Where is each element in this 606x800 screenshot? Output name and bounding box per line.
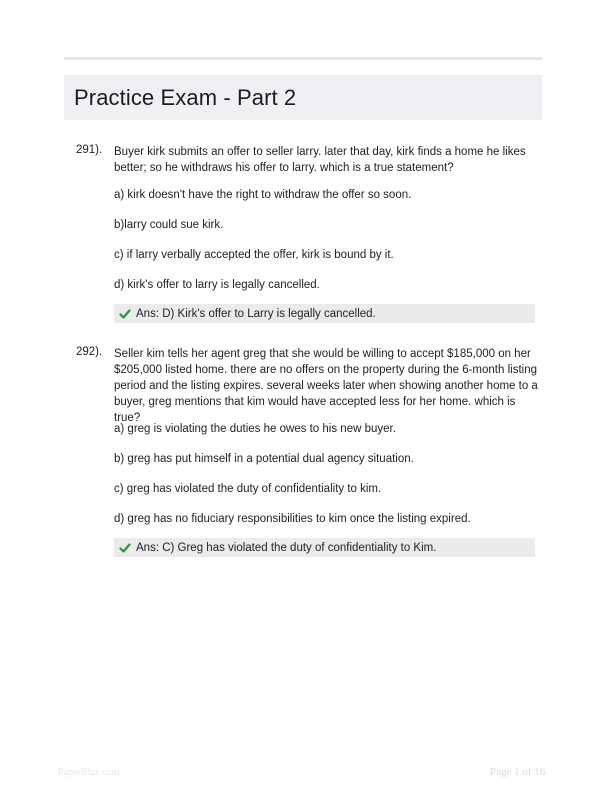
option-d: d) greg has no fiduciary responsibilities to kim once the listing expired.: [114, 513, 471, 525]
check-icon: [119, 542, 131, 554]
option-b: b) greg has put himself in a potential dual agency situation.: [114, 453, 414, 465]
question-text: Seller kim tells her agent greg that she would be willing to accept $185,000 on her $205,000 listed home. there are no offers on the property during the 6-month listing period and the listing expires. several weeks later when showing another home to a buyer, greg mentions that kim would have accepted less for her home. which is true?: [114, 348, 538, 424]
footer-site-watermark: PaperBlue.com: [58, 767, 120, 778]
check-icon: [119, 308, 131, 320]
question-number: 292).: [76, 346, 103, 358]
answer-box: [114, 304, 535, 323]
option-b: b)larry could sue kirk.: [114, 219, 224, 231]
question-number: 291).: [76, 144, 103, 156]
footer-page-number: Page 1 of 16: [490, 766, 546, 778]
option-a: a) greg is violating the duties he owes to his new buyer.: [114, 423, 396, 435]
top-divider: [64, 57, 542, 60]
option-c: c) greg has violated the duty of confidentiality to kim.: [114, 483, 382, 495]
answer-text: Ans: C) Greg has violated the duty of confidentiality to Kim.: [136, 541, 437, 554]
question-text: Buyer kirk submits an offer to seller larry. later that day, kirk finds a home he likes better; so he withdraws his offer to larry. which is a true statement?: [114, 146, 526, 174]
page-title: Practice Exam - Part 2: [74, 84, 297, 110]
option-d: d) kirk's offer to larry is legally cancelled.: [114, 279, 320, 291]
option-c: c) if larry verbally accepted the offer, kirk is bound by it.: [114, 249, 394, 261]
option-a: a) kirk doesn't have the right to withdraw the offer so soon.: [114, 189, 412, 201]
answer-box: [114, 538, 535, 557]
title-bar: [64, 75, 542, 120]
answer-text: Ans: D) Kirk's offer to Larry is legally cancelled.: [136, 307, 376, 320]
